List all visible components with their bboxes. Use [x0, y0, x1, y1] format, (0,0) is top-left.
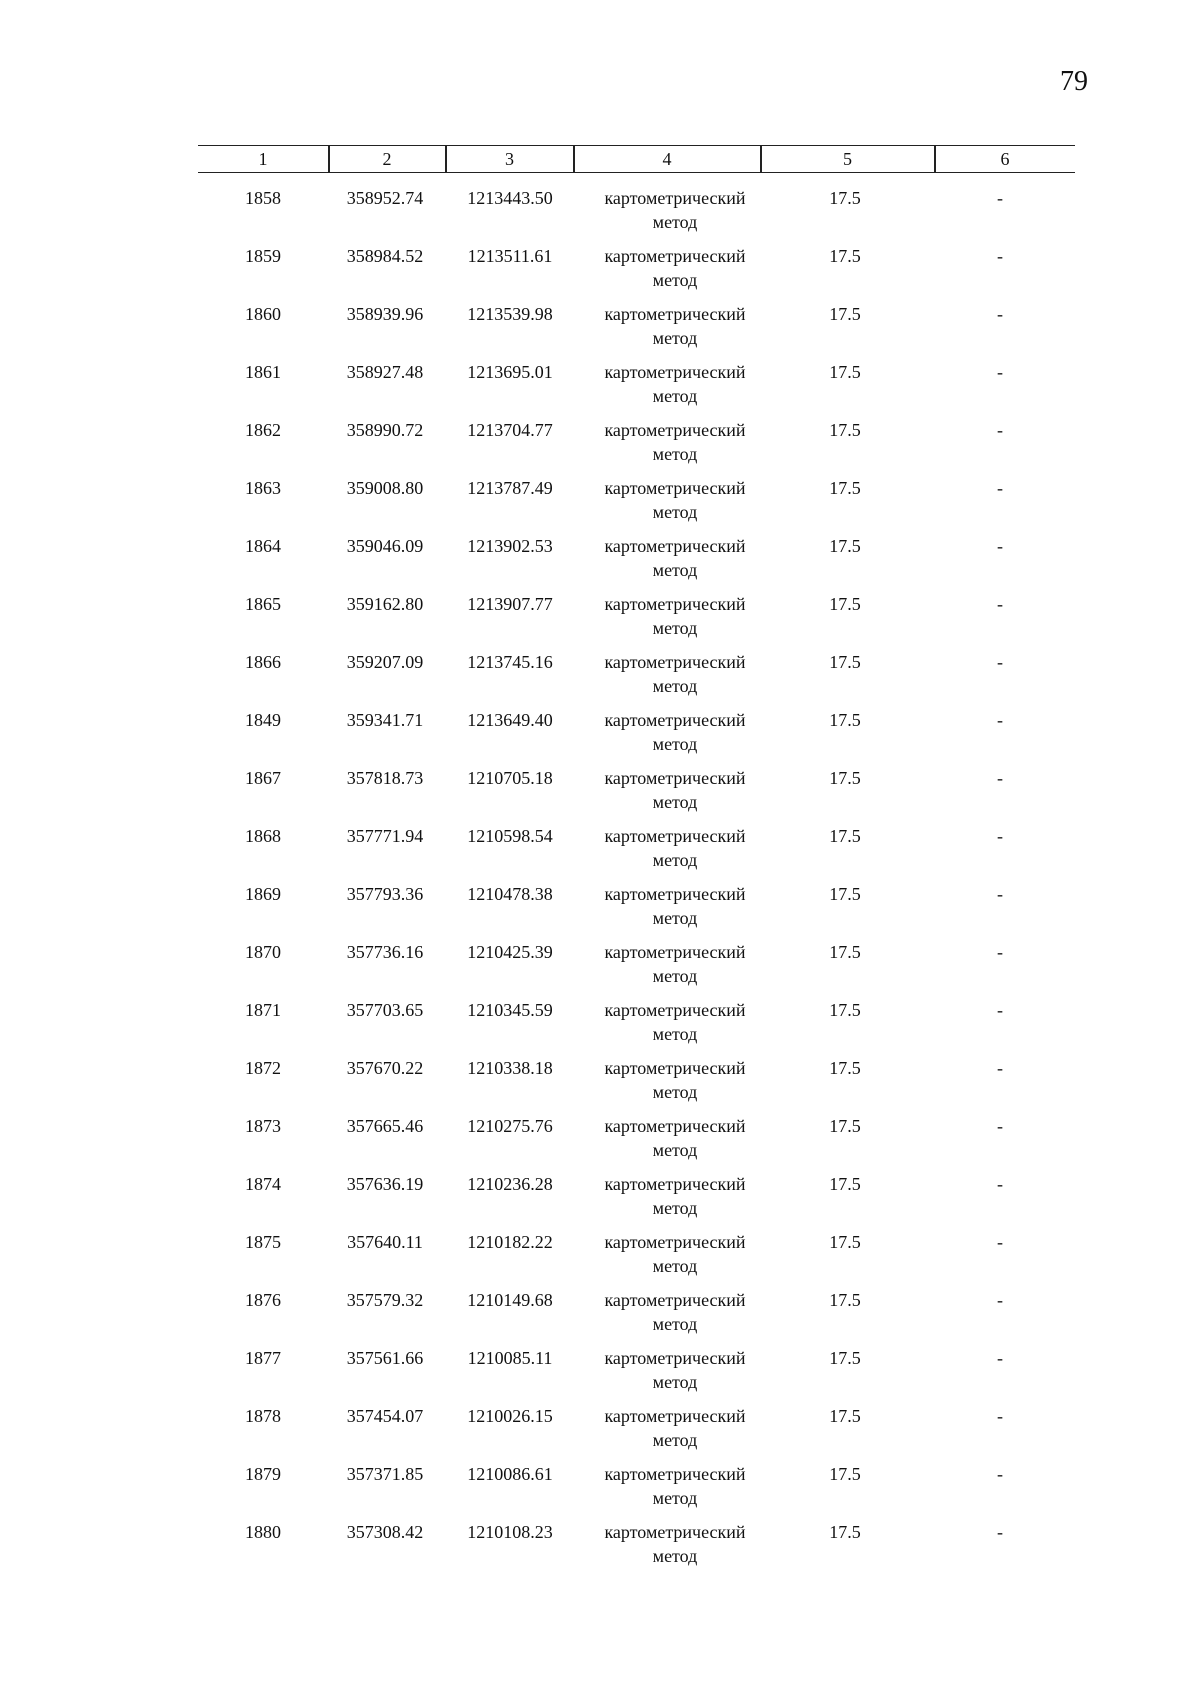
method-text: картометрический	[604, 1406, 746, 1426]
point-number-cell: 1875	[245, 1232, 281, 1252]
method-text: метод	[652, 1198, 698, 1218]
accuracy-cell: 17.5	[829, 420, 861, 440]
accuracy-cell: 17.5	[829, 884, 861, 904]
method-cell	[575, 476, 775, 524]
accuracy-cell: 17.5	[829, 536, 861, 556]
note-cell: -	[997, 1116, 1003, 1136]
table-row	[0, 534, 1200, 592]
y-coordinate-cell: 1213649.40	[467, 710, 553, 730]
method-text: картометрический	[604, 710, 746, 730]
accuracy-cell: 17.5	[829, 594, 861, 614]
page-number: 79	[1060, 66, 1088, 97]
method-text: метод	[652, 1140, 698, 1160]
method-cell	[575, 1520, 775, 1568]
method-cell	[575, 766, 775, 814]
method-text: картометрический	[604, 1290, 746, 1310]
method-cell	[575, 1056, 775, 1104]
y-coordinate-cell: 1213704.77	[467, 420, 553, 440]
table-row	[0, 1172, 1200, 1230]
note-cell: -	[997, 1464, 1003, 1484]
accuracy-cell: 17.5	[829, 304, 861, 324]
method-text: метод	[652, 676, 698, 696]
point-number-cell: 1876	[245, 1290, 281, 1310]
method-text: метод	[652, 1488, 698, 1508]
x-coordinate-cell: 358952.74	[346, 188, 424, 208]
x-coordinate-cell: 358939.96	[346, 304, 424, 324]
note-cell: -	[997, 420, 1003, 440]
y-coordinate-cell: 1210338.18	[467, 1058, 553, 1078]
y-coordinate-cell: 1210182.22	[467, 1232, 553, 1252]
x-coordinate-cell: 359162.80	[346, 594, 424, 614]
x-coordinate-cell: 357371.85	[346, 1464, 424, 1484]
x-coordinate-cell: 357665.46	[346, 1116, 424, 1136]
note-cell: -	[997, 942, 1003, 962]
method-text: метод	[652, 212, 698, 232]
method-text: картометрический	[604, 652, 746, 672]
y-coordinate-cell: 1210236.28	[467, 1174, 553, 1194]
point-number-cell: 1860	[245, 304, 281, 324]
method-text: картометрический	[604, 1058, 746, 1078]
method-cell	[575, 534, 775, 582]
note-cell: -	[997, 536, 1003, 556]
table-header	[198, 145, 1075, 173]
table-row	[0, 302, 1200, 360]
table-row	[0, 418, 1200, 476]
table-row	[0, 650, 1200, 708]
note-cell: -	[997, 246, 1003, 266]
y-coordinate-cell: 1210425.39	[467, 942, 553, 962]
method-text: метод	[652, 1430, 698, 1450]
column-header-4: 4	[662, 149, 672, 169]
y-coordinate-cell: 1210705.18	[467, 768, 553, 788]
note-cell: -	[997, 362, 1003, 382]
table-row	[0, 1346, 1200, 1404]
note-cell: -	[997, 188, 1003, 208]
accuracy-cell: 17.5	[829, 1116, 861, 1136]
note-cell: -	[997, 594, 1003, 614]
column-header-2: 2	[382, 149, 392, 169]
y-coordinate-cell: 1213907.77	[467, 594, 553, 614]
x-coordinate-cell: 358990.72	[346, 420, 424, 440]
accuracy-cell: 17.5	[829, 1406, 861, 1426]
method-text: метод	[652, 966, 698, 986]
y-coordinate-cell: 1213745.16	[467, 652, 553, 672]
method-cell	[575, 1230, 775, 1278]
y-coordinate-cell: 1213443.50	[467, 188, 553, 208]
method-cell	[575, 998, 775, 1046]
point-number-cell: 1880	[245, 1522, 281, 1542]
method-text: картометрический	[604, 188, 746, 208]
point-number-cell: 1867	[245, 768, 281, 788]
point-number-cell: 1861	[245, 362, 281, 382]
method-text: картометрический	[604, 1232, 746, 1252]
point-number-cell: 1864	[245, 536, 281, 556]
method-text: картометрический	[604, 246, 746, 266]
accuracy-cell: 17.5	[829, 188, 861, 208]
method-text: метод	[652, 444, 698, 464]
table-row	[0, 244, 1200, 302]
x-coordinate-cell: 358984.52	[346, 246, 424, 266]
note-cell: -	[997, 768, 1003, 788]
method-text: метод	[652, 502, 698, 522]
table-row	[0, 824, 1200, 882]
method-cell	[575, 360, 775, 408]
method-cell	[575, 1288, 775, 1336]
note-cell: -	[997, 1174, 1003, 1194]
point-number-cell: 1879	[245, 1464, 281, 1484]
method-cell	[575, 824, 775, 872]
x-coordinate-cell: 357636.19	[346, 1174, 424, 1194]
method-text: метод	[652, 850, 698, 870]
accuracy-cell: 17.5	[829, 768, 861, 788]
accuracy-cell: 17.5	[829, 478, 861, 498]
accuracy-cell: 17.5	[829, 362, 861, 382]
method-text: картометрический	[604, 536, 746, 556]
x-coordinate-cell: 357640.11	[347, 1232, 423, 1252]
method-text: метод	[652, 908, 698, 928]
x-coordinate-cell: 357703.65	[346, 1000, 424, 1020]
table-row	[0, 1288, 1200, 1346]
method-cell	[575, 708, 775, 756]
y-coordinate-cell: 1210345.59	[467, 1000, 553, 1020]
method-text: метод	[652, 1082, 698, 1102]
accuracy-cell: 17.5	[829, 942, 861, 962]
column-header-5: 5	[843, 149, 852, 169]
method-text: картометрический	[604, 1348, 746, 1368]
method-cell	[575, 1172, 775, 1220]
table-row	[0, 360, 1200, 418]
method-text: картометрический	[604, 420, 746, 440]
method-cell	[575, 418, 775, 466]
note-cell: -	[997, 1232, 1003, 1252]
column-header-6: 6	[1000, 149, 1010, 169]
method-text: метод	[652, 1256, 698, 1276]
method-text: картометрический	[604, 1116, 746, 1136]
x-coordinate-cell: 359008.80	[346, 478, 424, 498]
table-row	[0, 998, 1200, 1056]
method-cell	[575, 186, 775, 234]
accuracy-cell: 17.5	[829, 652, 861, 672]
y-coordinate-cell: 1213695.01	[467, 362, 553, 382]
method-text: картометрический	[604, 826, 746, 846]
accuracy-cell: 17.5	[829, 1464, 861, 1484]
table-row	[0, 1114, 1200, 1172]
table-row	[0, 882, 1200, 940]
note-cell: -	[997, 826, 1003, 846]
y-coordinate-cell: 1210086.61	[467, 1464, 553, 1484]
table-row	[0, 940, 1200, 998]
point-number-cell: 1878	[245, 1406, 281, 1426]
method-text: картометрический	[604, 478, 746, 498]
column-header-3: 3	[505, 149, 514, 169]
y-coordinate-cell: 1213511.61	[467, 246, 553, 266]
method-text: метод	[652, 328, 698, 348]
method-text: картометрический	[604, 1000, 746, 1020]
accuracy-cell: 17.5	[829, 1232, 861, 1252]
method-cell	[575, 592, 775, 640]
note-cell: -	[997, 652, 1003, 672]
point-number-cell: 1862	[245, 420, 281, 440]
point-number-cell: 1849	[245, 710, 281, 730]
method-cell	[575, 1404, 775, 1452]
accuracy-cell: 17.5	[829, 1522, 861, 1542]
table-row	[0, 1230, 1200, 1288]
x-coordinate-cell: 358927.48	[346, 362, 424, 382]
x-coordinate-cell: 357736.16	[346, 942, 424, 962]
point-number-cell: 1866	[245, 652, 281, 672]
note-cell: -	[997, 1406, 1003, 1426]
x-coordinate-cell: 357771.94	[346, 826, 424, 846]
method-text: картометрический	[604, 1174, 746, 1194]
point-number-cell: 1858	[245, 188, 281, 208]
method-text: картометрический	[604, 942, 746, 962]
method-cell	[575, 650, 775, 698]
table-row	[0, 708, 1200, 766]
method-text: метод	[652, 386, 698, 406]
method-text: картометрический	[604, 594, 746, 614]
method-text: метод	[652, 1372, 698, 1392]
table-row	[0, 186, 1200, 244]
note-cell: -	[997, 304, 1003, 324]
accuracy-cell: 17.5	[829, 246, 861, 266]
y-coordinate-cell: 1210275.76	[467, 1116, 553, 1136]
x-coordinate-cell: 357793.36	[346, 884, 424, 904]
x-coordinate-cell: 357818.73	[346, 768, 424, 788]
point-number-cell: 1863	[245, 478, 281, 498]
method-text: метод	[652, 618, 698, 638]
method-text: картометрический	[604, 1464, 746, 1484]
point-number-cell: 1872	[245, 1058, 281, 1078]
table-row	[0, 592, 1200, 650]
note-cell: -	[997, 1522, 1003, 1542]
method-text: картометрический	[604, 1522, 746, 1542]
note-cell: -	[997, 1058, 1003, 1078]
y-coordinate-cell: 1210598.54	[467, 826, 553, 846]
x-coordinate-cell: 357579.32	[346, 1290, 424, 1310]
table-row	[0, 1056, 1200, 1114]
x-coordinate-cell: 357308.42	[346, 1522, 424, 1542]
note-cell: -	[997, 478, 1003, 498]
note-cell: -	[997, 1000, 1003, 1020]
x-coordinate-cell: 357454.07	[346, 1406, 424, 1426]
accuracy-cell: 17.5	[829, 710, 861, 730]
y-coordinate-cell: 1210149.68	[467, 1290, 553, 1310]
y-coordinate-cell: 1210108.23	[467, 1522, 553, 1542]
method-text: картометрический	[604, 884, 746, 904]
y-coordinate-cell: 1213539.98	[467, 304, 553, 324]
point-number-cell: 1877	[245, 1348, 281, 1368]
note-cell: -	[997, 710, 1003, 730]
method-text: картометрический	[604, 362, 746, 382]
note-cell: -	[997, 1290, 1003, 1310]
method-text: метод	[652, 1314, 698, 1334]
accuracy-cell: 17.5	[829, 1348, 861, 1368]
method-text: метод	[652, 1546, 698, 1566]
note-cell: -	[997, 884, 1003, 904]
accuracy-cell: 17.5	[829, 1000, 861, 1020]
column-header-1: 1	[258, 149, 268, 169]
y-coordinate-cell: 1210085.11	[467, 1348, 553, 1368]
accuracy-cell: 17.5	[829, 1174, 861, 1194]
point-number-cell: 1869	[245, 884, 281, 904]
table-row	[0, 1520, 1200, 1578]
x-coordinate-cell: 357670.22	[346, 1058, 424, 1078]
method-text: метод	[652, 1024, 698, 1044]
method-text: картометрический	[604, 768, 746, 788]
table-row	[0, 476, 1200, 534]
x-coordinate-cell: 359341.71	[346, 710, 424, 730]
method-cell	[575, 1346, 775, 1394]
method-cell	[575, 1462, 775, 1510]
method-cell	[575, 244, 775, 292]
point-number-cell: 1873	[245, 1116, 281, 1136]
x-coordinate-cell: 357561.66	[346, 1348, 424, 1368]
table-row	[0, 766, 1200, 824]
method-text: метод	[652, 560, 698, 580]
note-cell: -	[997, 1348, 1003, 1368]
method-text: картометрический	[604, 304, 746, 324]
method-cell	[575, 302, 775, 350]
y-coordinate-cell: 1210478.38	[467, 884, 553, 904]
y-coordinate-cell: 1213902.53	[467, 536, 553, 556]
accuracy-cell: 17.5	[829, 1058, 861, 1078]
table-row	[0, 1404, 1200, 1462]
y-coordinate-cell: 1210026.15	[467, 1406, 553, 1426]
x-coordinate-cell: 359046.09	[346, 536, 424, 556]
point-number-cell: 1865	[245, 594, 281, 614]
point-number-cell: 1870	[245, 942, 281, 962]
accuracy-cell: 17.5	[829, 826, 861, 846]
point-number-cell: 1871	[245, 1000, 281, 1020]
table-row	[0, 1462, 1200, 1520]
y-coordinate-cell: 1213787.49	[467, 478, 553, 498]
method-text: метод	[652, 270, 698, 290]
accuracy-cell: 17.5	[829, 1290, 861, 1310]
method-text: метод	[652, 734, 698, 754]
method-cell	[575, 940, 775, 988]
method-cell	[575, 882, 775, 930]
x-coordinate-cell: 359207.09	[346, 652, 424, 672]
point-number-cell: 1868	[245, 826, 281, 846]
method-text: метод	[652, 792, 698, 812]
method-cell	[575, 1114, 775, 1162]
point-number-cell: 1859	[245, 246, 281, 266]
point-number-cell: 1874	[245, 1174, 281, 1194]
